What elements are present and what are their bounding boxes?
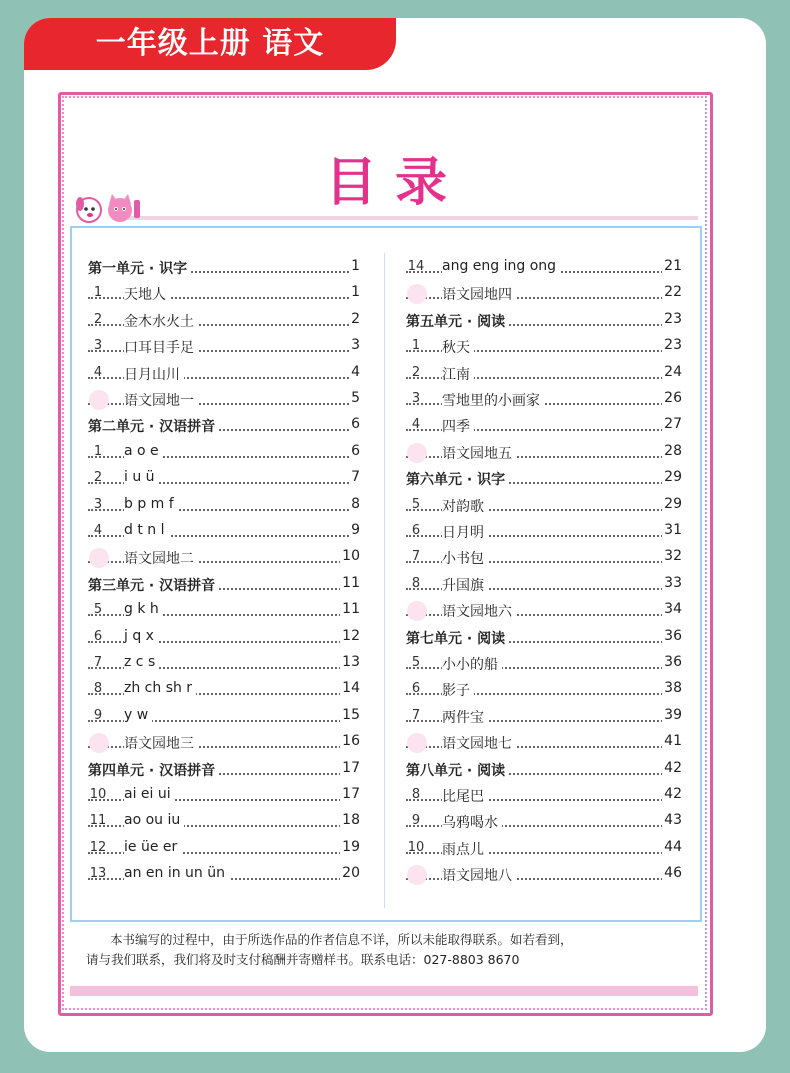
toc-unit-entry (406, 628, 682, 648)
lesson-title: 语文园地二 (124, 548, 198, 568)
unit-title: 第六单元 · 识字 (406, 469, 509, 489)
toc-lesson-entry (88, 284, 360, 304)
bubble-icon (407, 284, 427, 304)
lesson-number: 8 (411, 575, 421, 591)
toc-lesson-entry (88, 311, 360, 331)
toc-lesson-entry (406, 416, 682, 436)
lesson-title: ao ou iu (124, 812, 184, 828)
page-number: 4 (351, 363, 360, 380)
toc-lesson-entry (406, 601, 682, 621)
page-number: 17 (342, 759, 360, 776)
toc-lesson-entry (88, 654, 360, 674)
lesson-number: 7 (411, 707, 421, 723)
lesson-title: 小书包 (442, 548, 488, 568)
lesson-title: 江南 (442, 364, 474, 384)
lesson-number: 9 (411, 813, 421, 829)
lesson-title: 两件宝 (442, 707, 488, 727)
page-number: 1 (351, 284, 360, 301)
toc-lesson-entry (406, 443, 682, 463)
lesson-title: 语文园地三 (124, 733, 198, 753)
page-number: 34 (664, 601, 682, 618)
bubble-icon (407, 601, 427, 621)
lesson-title: zh ch sh r (124, 680, 196, 696)
lesson-number: 1 (93, 285, 103, 301)
toc-lesson-entry (88, 443, 360, 463)
bottom-pink-bar (70, 986, 698, 996)
lesson-title: 四季 (442, 416, 474, 436)
toc-lesson-entry (406, 496, 682, 516)
lesson-title: 日月山川 (124, 364, 184, 384)
page-number: 15 (342, 706, 360, 723)
lesson-title: 金木水火土 (124, 311, 198, 331)
toc-lesson-entry (88, 733, 360, 753)
lesson-title: 乌鸦喝水 (442, 812, 502, 832)
page-number: 27 (664, 416, 682, 433)
page-number: 42 (664, 759, 682, 776)
toc-lesson-entry (88, 601, 360, 621)
unit-title: 第四单元 · 汉语拼音 (88, 760, 219, 780)
lesson-title: 对韵歌 (442, 496, 488, 516)
page-number: 9 (351, 522, 360, 538)
toc-unit-entry (406, 311, 682, 331)
unit-title: 第五单元 · 阅读 (406, 311, 509, 331)
lesson-title: z c s (124, 654, 159, 670)
lesson-number: 7 (411, 549, 421, 565)
toc-unit-entry (406, 469, 682, 489)
toc-left-column (88, 258, 360, 908)
toc-lesson-entry (406, 390, 682, 410)
page-title: 目录 (324, 153, 465, 213)
column-divider (384, 253, 385, 908)
lesson-title: 雪地里的小画家 (442, 390, 544, 410)
page-number: 14 (342, 680, 360, 697)
page-number: 10 (342, 548, 360, 565)
toc-right-column (406, 258, 682, 908)
toc-lesson-entry (406, 812, 682, 832)
lesson-number: 6 (93, 628, 103, 644)
lesson-title: 天地人 (124, 284, 170, 304)
page-number: 46 (664, 865, 682, 882)
lesson-number: 3 (93, 338, 103, 354)
unit-title: 第八单元 · 阅读 (406, 760, 509, 780)
page-number: 44 (664, 838, 682, 855)
lesson-number: 4 (411, 417, 421, 433)
bubble-icon (89, 390, 109, 410)
page-number: 12 (342, 627, 360, 644)
lesson-title: 口耳目手足 (124, 337, 198, 357)
toc-lesson-entry (88, 628, 360, 648)
toc-lesson-entry (406, 707, 682, 727)
lesson-number: 3 (93, 496, 103, 512)
toc-lesson-entry (406, 839, 682, 859)
lesson-title: 语文园地八 (442, 865, 516, 885)
page-number: 8 (351, 495, 360, 512)
page-number: 16 (342, 733, 360, 750)
toc-lesson-entry (406, 680, 682, 700)
lesson-number: 2 (93, 470, 103, 486)
toc-lesson-entry (406, 522, 682, 542)
page-number: 32 (664, 548, 682, 565)
toc-lesson-entry (406, 337, 682, 357)
toc-lesson-entry (88, 364, 360, 384)
page-number: 1 (351, 258, 360, 274)
toc-lesson-entry (406, 364, 682, 384)
lesson-number: 3 (411, 391, 421, 406)
toc-lesson-entry (88, 839, 360, 859)
page-number: 29 (664, 495, 682, 512)
lesson-title: i u ü (124, 469, 159, 485)
page-number: 36 (664, 627, 682, 644)
bubble-icon (89, 733, 109, 753)
lesson-title: y w (124, 707, 152, 723)
page-number: 7 (351, 469, 360, 486)
page-number: 17 (342, 786, 360, 802)
page-number: 43 (664, 812, 682, 829)
bubble-icon (407, 865, 427, 885)
unit-title: 第二单元 · 汉语拼音 (88, 416, 219, 436)
lesson-number: 2 (93, 311, 103, 327)
page-number: 33 (664, 574, 682, 591)
toc-lesson-entry (406, 548, 682, 568)
lesson-title: 语文园地七 (442, 733, 516, 753)
lesson-number: 5 (93, 602, 103, 618)
toc-lesson-entry (406, 733, 682, 753)
page-number: 29 (664, 469, 682, 486)
cartoon-pets-icon (72, 190, 142, 224)
toc-lesson-entry (406, 284, 682, 304)
page-number: 13 (342, 654, 360, 670)
unit-title: 第三单元 · 汉语拼音 (88, 575, 219, 595)
lesson-title: a o e (124, 443, 163, 459)
page-number: 11 (342, 574, 360, 591)
toc-lesson-entry (406, 865, 682, 885)
toc-lesson-entry (88, 337, 360, 357)
lesson-title: d t n l (124, 522, 169, 538)
lesson-number: 8 (411, 787, 421, 802)
lesson-number: 5 (411, 655, 421, 670)
lesson-title: 语文园地五 (442, 443, 516, 463)
lesson-title: 秋天 (442, 337, 474, 357)
page-number: 22 (664, 284, 682, 301)
page-number: 41 (664, 733, 682, 750)
lesson-title: 语文园地一 (124, 390, 198, 410)
page-number: 31 (664, 522, 682, 538)
page-number: 5 (351, 390, 360, 406)
lesson-number: 1 (93, 443, 103, 459)
page-number: 23 (664, 310, 682, 327)
toc-lesson-entry (88, 548, 360, 568)
toc-lesson-entry (88, 390, 360, 410)
lesson-title: 影子 (442, 680, 474, 700)
toc-lesson-entry (406, 258, 682, 278)
lesson-title: b p m f (124, 496, 178, 512)
lesson-number: 6 (411, 681, 421, 697)
lesson-number: 11 (89, 813, 107, 829)
page-number: 2 (351, 310, 360, 327)
page-number: 21 (664, 258, 682, 274)
page-number: 39 (664, 706, 682, 723)
toc-lesson-entry (88, 469, 360, 489)
lesson-number: 10 (407, 839, 425, 855)
lesson-title: ang eng ing ong (442, 258, 560, 274)
lesson-title: 升国旗 (442, 575, 488, 595)
toc-lesson-entry (88, 786, 360, 806)
page-number: 23 (664, 337, 682, 354)
lesson-number: 7 (93, 655, 103, 670)
toc-lesson-entry (406, 786, 682, 806)
lesson-number: 4 (93, 523, 103, 538)
toc-lesson-entry (88, 865, 360, 885)
lesson-title: 比尾巴 (442, 786, 488, 806)
page-number: 6 (351, 416, 360, 433)
page-number: 18 (342, 812, 360, 829)
page-number: 20 (342, 865, 360, 882)
bubble-icon (407, 733, 427, 753)
page-number: 28 (664, 442, 682, 459)
lesson-number: 1 (411, 338, 421, 354)
page-number: 24 (664, 363, 682, 380)
page-number: 42 (664, 786, 682, 802)
toc-lesson-entry (88, 522, 360, 542)
toc-unit-entry (88, 258, 360, 278)
lesson-number: 4 (93, 364, 103, 380)
banner-title: 一年级上册 语文 (95, 26, 325, 61)
toc-lesson-entry (406, 654, 682, 674)
notice-line-1: 本书编写的过程中，由于所选作品的作者信息不详，所以未能取得联系。如若看到， (110, 932, 573, 947)
unit-title: 第一单元 · 识字 (88, 258, 191, 278)
lesson-number: 5 (411, 496, 421, 512)
page-number: 6 (351, 442, 360, 459)
lesson-title: 小小的船 (442, 654, 502, 674)
lesson-title: an en in un ün (124, 865, 229, 881)
lesson-number: 13 (89, 866, 107, 882)
lesson-title: ie üe er (124, 839, 181, 855)
toc-lesson-entry (88, 680, 360, 700)
lesson-title: 日月明 (442, 522, 488, 542)
toc-lesson-entry (88, 707, 360, 727)
lesson-number: 2 (411, 364, 421, 380)
toc-unit-entry (88, 575, 360, 595)
toc-unit-entry (88, 416, 360, 436)
page-number: 19 (342, 838, 360, 855)
lesson-number: 14 (407, 259, 425, 274)
bubble-icon (89, 548, 109, 568)
page-number: 11 (342, 601, 360, 618)
lesson-title: ai ei ui (124, 786, 175, 802)
title-underline (128, 216, 698, 220)
lesson-number: 6 (411, 523, 421, 538)
lesson-number: 9 (93, 707, 103, 723)
lesson-title: 语文园地六 (442, 601, 516, 621)
page-number: 36 (664, 654, 682, 670)
lesson-number: 10 (89, 787, 107, 802)
page-number: 38 (664, 680, 682, 697)
toc-lesson-entry (88, 812, 360, 832)
lesson-title: 语文园地四 (442, 284, 516, 304)
lesson-title: j q x (124, 628, 158, 644)
unit-title: 第七单元 · 阅读 (406, 628, 509, 648)
toc-unit-entry (88, 760, 360, 780)
lesson-number: 8 (93, 681, 103, 697)
bubble-icon (407, 443, 427, 463)
toc-unit-entry (406, 760, 682, 780)
toc-lesson-entry (406, 575, 682, 595)
page-number: 26 (664, 390, 682, 406)
page-number: 3 (351, 337, 360, 354)
lesson-title: 雨点儿 (442, 839, 488, 859)
lesson-number: 12 (89, 839, 107, 855)
notice-line-2: 请与我们联系，我们将及时支付稿酬并寄赠样书。联系电话：027-8803 8670 (86, 952, 520, 967)
toc-lesson-entry (88, 496, 360, 516)
lesson-title: g k h (124, 601, 163, 617)
copyright-notice (86, 930, 706, 970)
